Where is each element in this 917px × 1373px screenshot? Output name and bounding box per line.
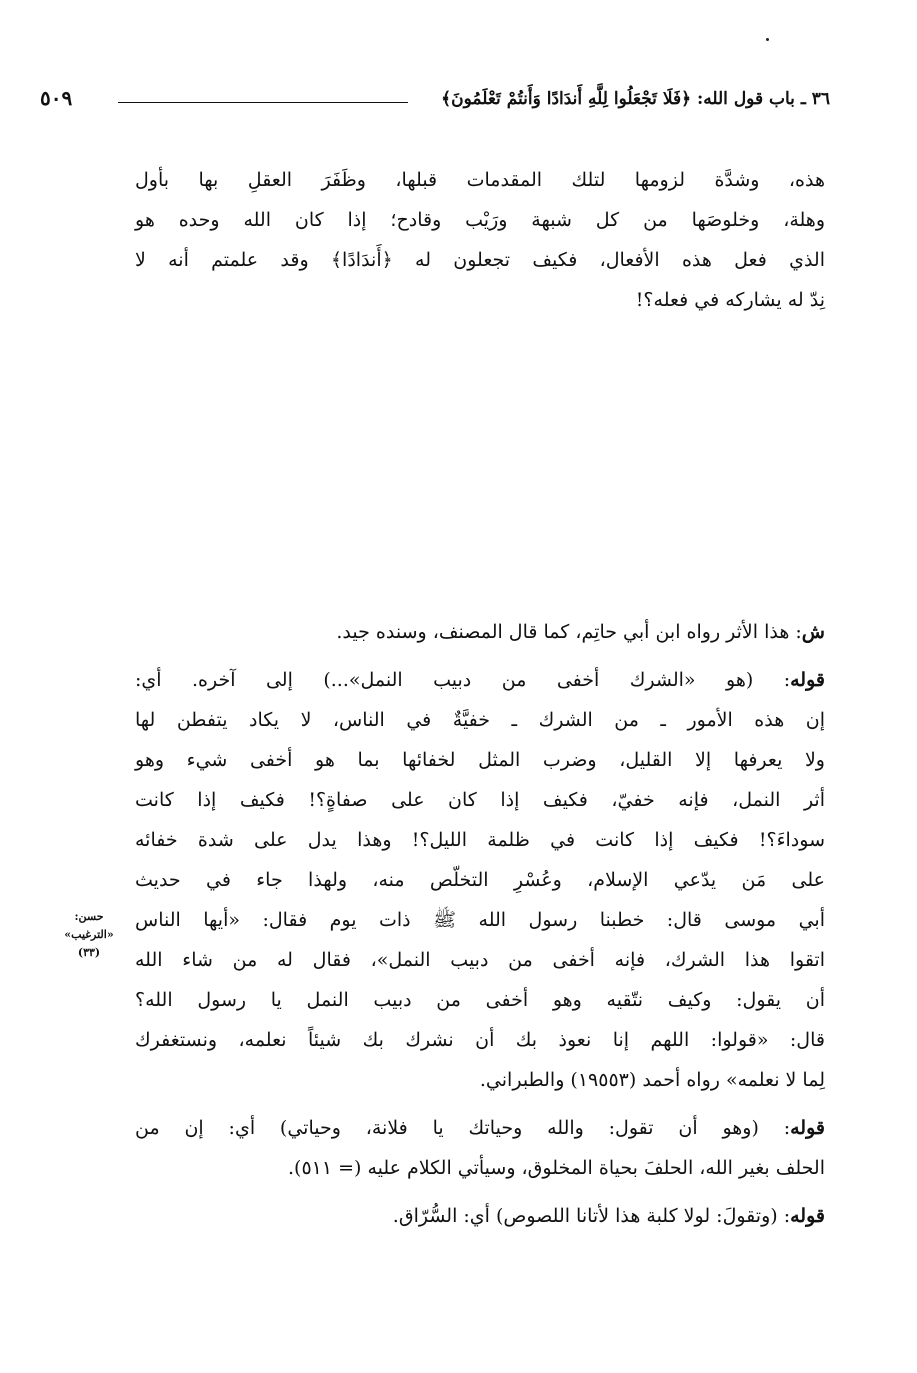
header-rule: [118, 102, 408, 103]
commentary-line: أبي موسى قال: خطبنا رسول الله ﷺ ذات يوم فقال: «أيها الناس: [135, 909, 825, 931]
text-line: وهلة، وخلوصَها من كل شبهة ورَيْب وقادح؛ إذا كان الله وحده هو: [135, 209, 825, 231]
commentary-line: على مَن يدّعي الإسلام، وعُسْرِ التخلّص منه، ولهذا جاء في حديث: [135, 869, 825, 891]
page-number: ٥٠٩: [40, 86, 73, 110]
chapter-title: ٣٦ ـ باب قول الله: ﴿فَلَا تَجْعَلُوا لِلَّهِ أَندَادًا وَأَنتُمْ تَعْلَمُونَ﴾: [441, 89, 830, 109]
commentary-line: قوله: (وهو أن تقول: والله وحياتك يا فلانة، وحياتي) أي: إن من: [135, 1117, 825, 1139]
lead-word: ش: [801, 621, 825, 643]
commentary-line: قوله: (وتقولَ: لولا كلبة هذا لأتانا اللصوص) أي: السُّرّاق.: [392, 1205, 825, 1227]
text-line: الذي فعل هذه الأفعال، فكيف تجعلون له ﴿أَندَادًا﴾ وقد علمتم أنه لا: [135, 249, 825, 271]
commentary-line: اتقوا هذا الشرك، فإنه أخفى من دبيب النمل»، فقال له من شاء الله: [135, 949, 825, 971]
commentary-line: الحلف بغير الله، الحلفَ بحياة المخلوق، وسيأتي الكلام عليه (= ٥١١).: [287, 1157, 825, 1179]
commentary-line: أن يقول: وكيف نتّقيه وهو أخفى من دبيب النمل يا رسول الله؟: [135, 989, 825, 1011]
commentary-line: سوداءَ؟! فكيف إذا كانت في ظلمة الليل؟! وهذا يدل على شدة خفائه: [135, 829, 826, 851]
text-line: هذه، وشدَّة لزومها لتلك المقدمات قبلها، وظَفَرَ العقلِ بها بأول: [135, 169, 825, 191]
lead-word: قوله: [790, 669, 825, 691]
running-header: [40, 88, 830, 122]
commentary-line: إن هذه الأمور ـ من الشرك ـ خفيَّةٌ في الناس، لا يكاد يتفطن لها: [135, 709, 825, 731]
commentary-line: ش: هذا الأثر رواه ابن أبي حاتِم، كما قال المصنف، وسنده جيد.: [336, 621, 825, 643]
stray-dot: [766, 38, 769, 41]
commentary-section: [135, 612, 825, 1236]
commentary-line: قوله: (هو «الشرك أخفى من دبيب النمل»...) إلى آخره. أي:: [135, 669, 825, 691]
hadith-grade-margin-note: حسن: «الترغيب» (٣٣): [64, 910, 114, 959]
text-line: نِدّ له يشاركه في فعله؟!: [635, 289, 825, 311]
commentary-line: ولا يعرفها إلا القليل، وضرب المثل لخفائها بما هو أخفى شيء وهو: [135, 749, 825, 771]
commentary-line: لِما لا نعلمه» رواه أحمد (١٩٥٥٣) والطبراني.: [479, 1069, 825, 1091]
main-text-paragraph: [135, 160, 825, 320]
lead-word: قوله: [790, 1205, 825, 1227]
commentary-line: أثر النمل، فإنه خفيّ، فكيف إذا كان على صفاةٍ؟! فكيف إذا كانت: [135, 789, 825, 811]
lead-word: قوله: [790, 1117, 825, 1139]
commentary-line: قال: «قولوا: اللهم إنا نعوذ بك أن نشرك بك شيئاً نعلمه، ونستغفرك: [135, 1029, 825, 1051]
